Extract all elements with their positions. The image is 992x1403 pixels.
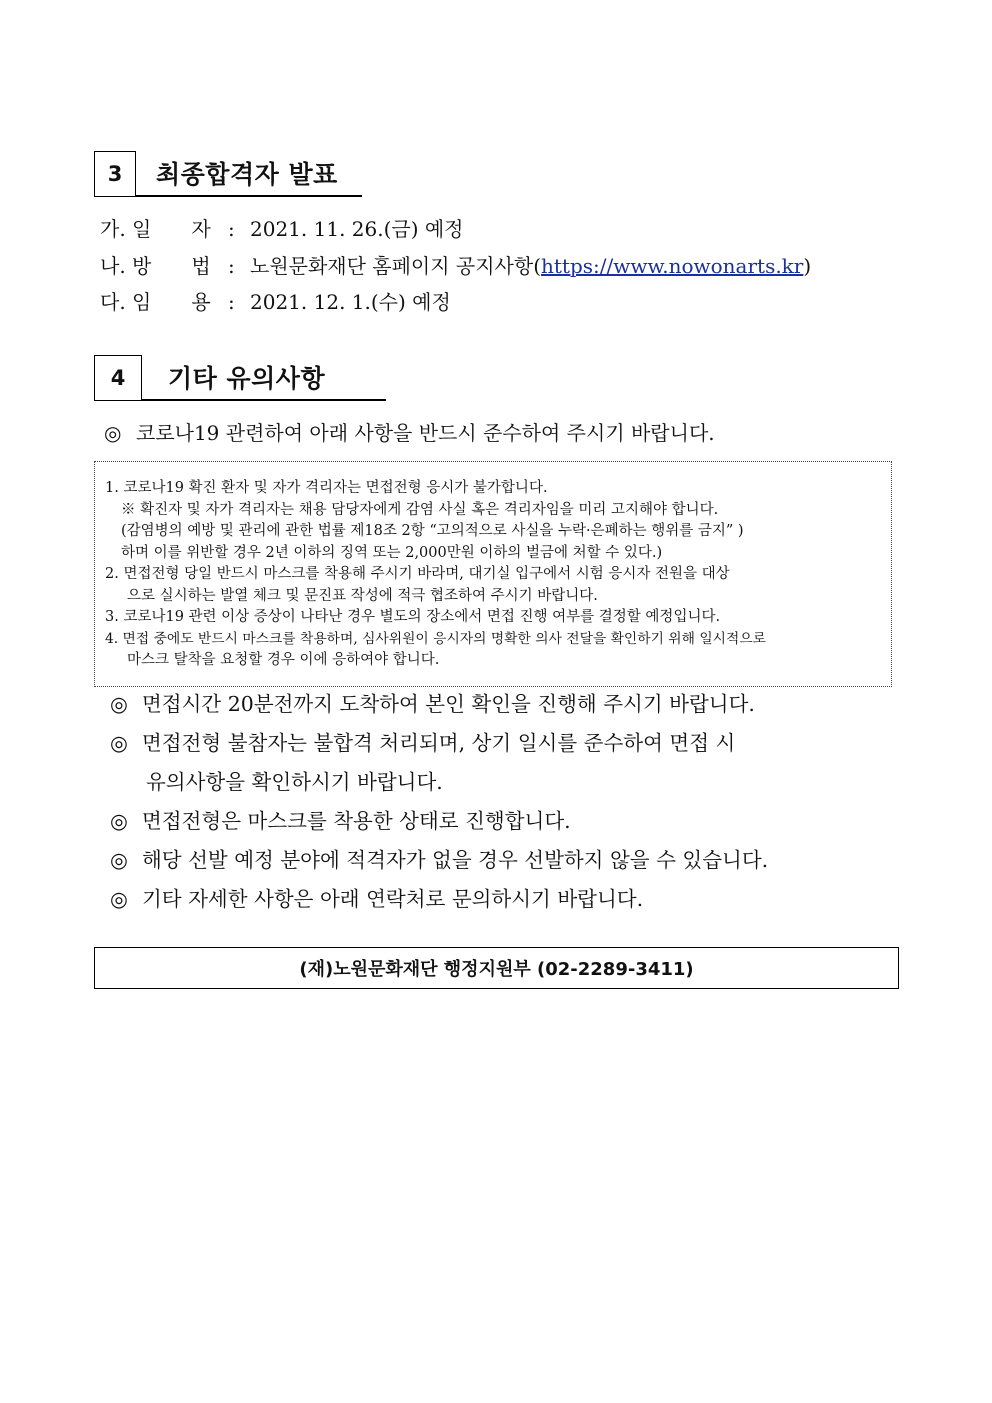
note-item: ◎ 면접시간 20분전까지 도착하여 본인 확인을 진행해 주시기 바랍니다. bbox=[110, 692, 755, 716]
info-value: 2021. 11. 26.(금) 예정 bbox=[250, 217, 464, 241]
note-item: ◎ 해당 선발 예정 분야에 적격자가 없을 경우 선발하지 않을 수 있습니다. bbox=[110, 848, 769, 872]
info-value: 노원문화재단 홈페이지 공지사항( bbox=[250, 254, 541, 278]
note-item: ◎ 기타 자세한 사항은 아래 연락처로 문의하시기 바랍니다. bbox=[110, 887, 644, 911]
bullet-icon: ◎ bbox=[110, 731, 128, 755]
section-title: 최종합격자 발표 bbox=[136, 151, 362, 197]
covid-rules-box bbox=[94, 461, 892, 687]
section-title: 기타 유의사항 bbox=[142, 355, 386, 401]
info-label: 가. 일 자 bbox=[100, 217, 211, 241]
section-number: 3 bbox=[94, 151, 136, 197]
info-row-method: 나. 방 법 : 노원문화재단 홈페이지 공지사항(https://www.nowonarts.kr) bbox=[100, 254, 812, 278]
section-3-header bbox=[94, 151, 362, 197]
info-value: 2021. 12. 1.(수) 예정 bbox=[250, 290, 451, 314]
rule-line: 2. 면접전형 당일 반드시 마스크를 착용해 주시기 바라며, 대기실 입구에서 시험 응시자 전원을 대상 bbox=[105, 566, 730, 582]
contact-box: (재)노원문화재단 행정지원부 (02-2289-3411) bbox=[94, 947, 899, 989]
bullet-icon: ◎ bbox=[110, 692, 128, 716]
bullet-icon: ◎ bbox=[110, 809, 128, 833]
rule-line: 1. 코로나19 확진 환자 및 자가 격리자는 면접전형 응시가 불가합니다. bbox=[105, 480, 548, 496]
info-row-appointment: 다. 임 용 : 2021. 12. 1.(수) 예정 bbox=[100, 290, 451, 314]
rule-line: (감염병의 예방 및 관리에 관한 법률 제18조 2항 “고의적으로 사실을 누락·은폐하는 행위를 금지” ) bbox=[121, 523, 744, 539]
covid-intro: ◎ 코로나19 관련하여 아래 사항을 반드시 준수하여 주시기 바랍니다. bbox=[104, 421, 715, 445]
info-label: 나. 방 법 bbox=[100, 254, 211, 278]
rule-line: 4. 면접 중에도 반드시 마스크를 착용하며, 심사위원이 응시자의 명확한 의사 전달을 확인하기 위해 일시적으로 bbox=[105, 630, 766, 647]
rule-line: 마스크 탈착을 요청할 경우 이에 응하여야 합니다. bbox=[127, 652, 440, 668]
bullet-icon: ◎ bbox=[104, 421, 122, 445]
note-item-continued: 유의사항을 확인하시기 바랍니다. bbox=[146, 770, 443, 794]
note-item: ◎ 면접전형 불참자는 불합격 처리되며, 상기 일시를 준수하여 면접 시 bbox=[110, 731, 736, 755]
note-item: ◎ 면접전형은 마스크를 착용한 상태로 진행합니다. bbox=[110, 809, 571, 833]
bullet-icon: ◎ bbox=[110, 848, 128, 872]
section-4-header bbox=[94, 355, 386, 401]
section-number: 4 bbox=[94, 355, 142, 401]
rule-line: 하며 이를 위반할 경우 2년 이하의 징역 또는 2,000만원 이하의 벌금에 처할 수 있다.) bbox=[121, 544, 663, 561]
rule-line: 으로 실시하는 발열 체크 및 문진표 작성에 적극 협조하여 주시기 바랍니다. bbox=[127, 587, 598, 604]
info-label: 다. 임 용 bbox=[100, 290, 211, 314]
info-row-date: 가. 일 자 : 2021. 11. 26.(금) 예정 bbox=[100, 217, 464, 241]
rule-line: ※ 확진자 및 자가 격리자는 채용 담당자에게 감염 사실 혹은 격리자임을 미리 고지해야 합니다. bbox=[121, 501, 719, 518]
homepage-link[interactable]: https://www.nowonarts.kr bbox=[541, 254, 804, 278]
rule-line: 3. 코로나19 관련 이상 증상이 나타난 경우 별도의 장소에서 면접 진행 여부를 결정할 예정입니다. bbox=[105, 609, 721, 625]
bullet-icon: ◎ bbox=[110, 887, 128, 911]
